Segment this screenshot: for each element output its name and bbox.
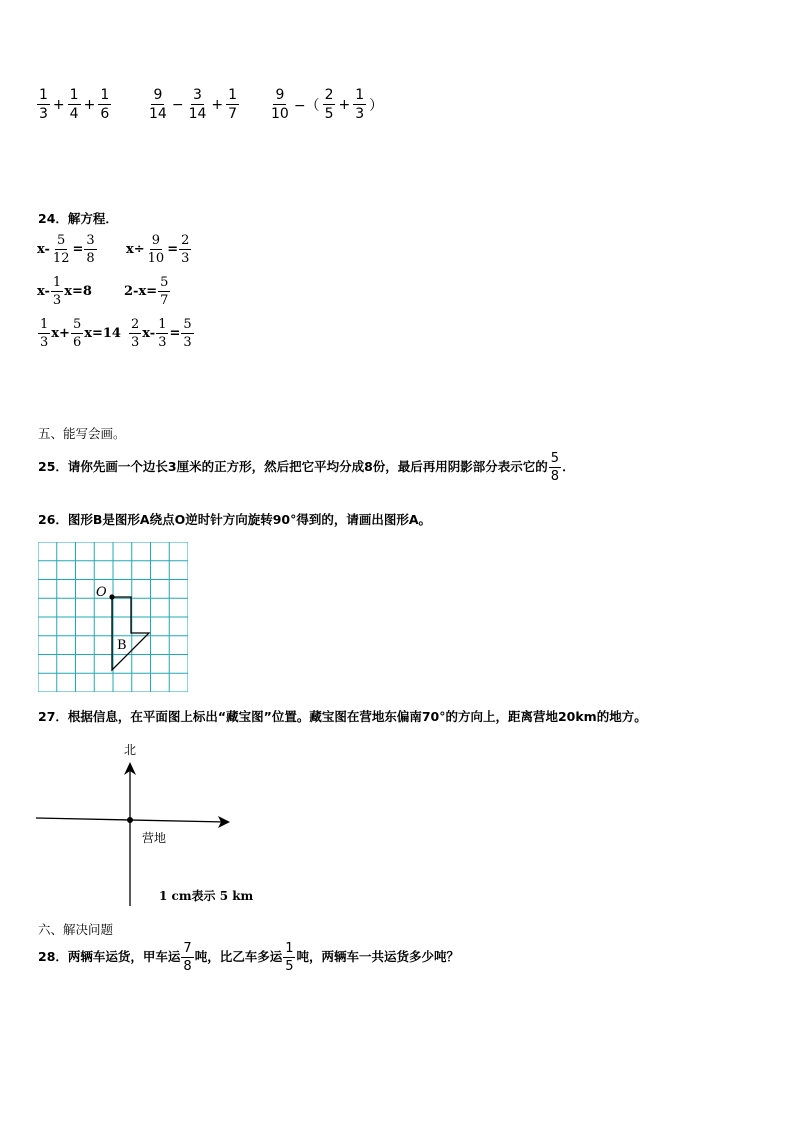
expr-text: x=14 bbox=[84, 326, 121, 341]
expr-text: − bbox=[171, 96, 184, 113]
q24-equation-6 bbox=[128, 318, 195, 349]
numerator: 1 bbox=[158, 317, 167, 332]
numerator: 1 bbox=[100, 87, 110, 103]
numerator: 1 bbox=[228, 87, 238, 103]
expr-text: x=8 bbox=[64, 284, 92, 299]
expr-text: + bbox=[52, 96, 65, 113]
numerator: 2 bbox=[181, 233, 190, 248]
point-o-label: O bbox=[96, 585, 107, 600]
denominator: 6 bbox=[72, 335, 82, 350]
expr-text: ） bbox=[369, 97, 384, 114]
denominator: 7 bbox=[160, 293, 169, 308]
numerator: 5 bbox=[183, 317, 192, 332]
denominator: 10 bbox=[147, 251, 165, 266]
camp-label: 营地 bbox=[142, 831, 167, 845]
fraction bbox=[181, 318, 193, 349]
numerator: 2 bbox=[324, 87, 334, 103]
numerator: 5 bbox=[160, 275, 169, 290]
q24-equation-5 bbox=[37, 318, 121, 349]
section-6-heading: 六、解决问题 bbox=[38, 922, 114, 937]
denominator: 3 bbox=[355, 106, 365, 122]
denominator: 4 bbox=[69, 106, 79, 122]
q28-pre: 28．两辆车运货，甲车运 bbox=[38, 949, 181, 964]
fraction bbox=[71, 318, 83, 349]
expr-text: + bbox=[83, 96, 96, 113]
calc-expr-3 bbox=[268, 88, 385, 121]
expr-text: 2-x= bbox=[124, 284, 158, 299]
q24-equation-2 bbox=[126, 234, 192, 265]
denominator: 7 bbox=[228, 106, 238, 122]
denominator: 3 bbox=[181, 251, 190, 266]
denominator: 12 bbox=[52, 251, 70, 266]
fraction bbox=[129, 318, 141, 349]
expr-text: + bbox=[338, 96, 351, 113]
numerator: 1 bbox=[69, 87, 79, 103]
numerator: 9 bbox=[275, 87, 285, 103]
fraction bbox=[179, 234, 191, 265]
fraction bbox=[98, 88, 111, 121]
expr-text: x- bbox=[37, 242, 50, 257]
q28-fraction-2: $\frac{1}{5}$ bbox=[285, 941, 294, 974]
fraction bbox=[323, 88, 336, 121]
numerator: 3 bbox=[86, 233, 95, 248]
numerator: 5 bbox=[72, 317, 82, 332]
fraction bbox=[37, 88, 50, 121]
numerator: 9 bbox=[151, 233, 161, 248]
numerator: 5 bbox=[57, 233, 66, 248]
fraction bbox=[187, 88, 209, 121]
expr-text: = bbox=[167, 242, 179, 257]
numerator: 2 bbox=[131, 317, 140, 332]
q28-mid: 吨，比乙车多运 bbox=[194, 949, 283, 964]
calc-expr-2 bbox=[146, 88, 240, 121]
scale-label: 1 cm表示 5 km bbox=[159, 889, 254, 903]
direction-diagram bbox=[36, 738, 296, 910]
fraction bbox=[156, 318, 168, 349]
fraction bbox=[147, 88, 169, 121]
rotation-grid bbox=[38, 542, 188, 692]
denominator: 10 bbox=[271, 106, 289, 122]
expr-text: + bbox=[211, 96, 224, 113]
denominator: 3 bbox=[40, 335, 49, 350]
fraction bbox=[51, 234, 72, 265]
denominator: 3 bbox=[39, 106, 48, 122]
q24-equation-1 bbox=[37, 234, 98, 265]
q24-equation-3 bbox=[37, 276, 92, 307]
denominator: 3 bbox=[131, 335, 140, 350]
fraction bbox=[84, 234, 96, 265]
denominator: 14 bbox=[149, 106, 167, 122]
numerator: 3 bbox=[193, 87, 202, 103]
q28-post: 吨，两辆车一共运货多少吨？ bbox=[296, 949, 459, 964]
denominator: 14 bbox=[188, 106, 207, 122]
numerator: 1 bbox=[40, 317, 49, 332]
denominator: 6 bbox=[100, 106, 110, 122]
fraction bbox=[51, 276, 63, 307]
q28-text bbox=[38, 942, 459, 973]
camp-point bbox=[127, 817, 133, 823]
fraction bbox=[353, 88, 366, 121]
q25-end: ． bbox=[562, 459, 575, 474]
expr-text: = bbox=[169, 326, 181, 341]
expr-text: x+ bbox=[51, 326, 70, 341]
denominator: 3 bbox=[183, 335, 192, 350]
fraction bbox=[226, 88, 239, 121]
expr-text: = bbox=[72, 242, 84, 257]
numerator: 1 bbox=[355, 87, 365, 103]
expr-text: x- bbox=[37, 284, 50, 299]
shape-b-label: B bbox=[117, 638, 127, 653]
numerator: 1 bbox=[39, 87, 48, 103]
q27-text: 27．根据信息，在平面图上标出“藏宝图”位置。藏宝图在营地东偏南70°的方向上，距离营地20km的地方。 bbox=[38, 709, 647, 724]
fraction bbox=[68, 88, 81, 121]
north-label: 北 bbox=[124, 743, 137, 757]
section-5-heading: 五、能写会画。 bbox=[38, 426, 126, 441]
numerator: 1 bbox=[52, 275, 62, 290]
expr-text: x- bbox=[142, 326, 156, 341]
expr-text: −（ bbox=[293, 97, 320, 114]
calc-expr-1 bbox=[36, 88, 112, 121]
q25-body: 25．请你先画一个边长3厘米的正方形，然后把它平均分成8份，最后再用阴影部分表示它的 bbox=[38, 459, 548, 474]
fraction bbox=[269, 88, 291, 121]
denominator: 5 bbox=[324, 106, 334, 122]
q26-text: 26．图形B是图形A绕点O逆时针方向旋转90°得到的，请画出图形A。 bbox=[38, 512, 432, 527]
q25-text bbox=[38, 452, 575, 483]
q24-equation-4 bbox=[124, 276, 171, 307]
fraction bbox=[38, 318, 50, 349]
q25-fraction: $\frac{5}{8}$ bbox=[550, 451, 560, 484]
denominator: 8 bbox=[86, 251, 95, 266]
numerator: 9 bbox=[153, 87, 163, 103]
shape-b bbox=[112, 597, 149, 670]
fraction bbox=[158, 276, 170, 307]
expr-text: x÷ bbox=[126, 242, 145, 257]
point-o bbox=[109, 594, 114, 599]
q28-fraction-1: $\frac{7}{8}$ bbox=[183, 941, 192, 974]
denominator: 3 bbox=[52, 293, 62, 308]
q24-title: 24．解方程． bbox=[38, 211, 118, 226]
denominator: 3 bbox=[158, 335, 167, 350]
fraction bbox=[146, 234, 167, 265]
